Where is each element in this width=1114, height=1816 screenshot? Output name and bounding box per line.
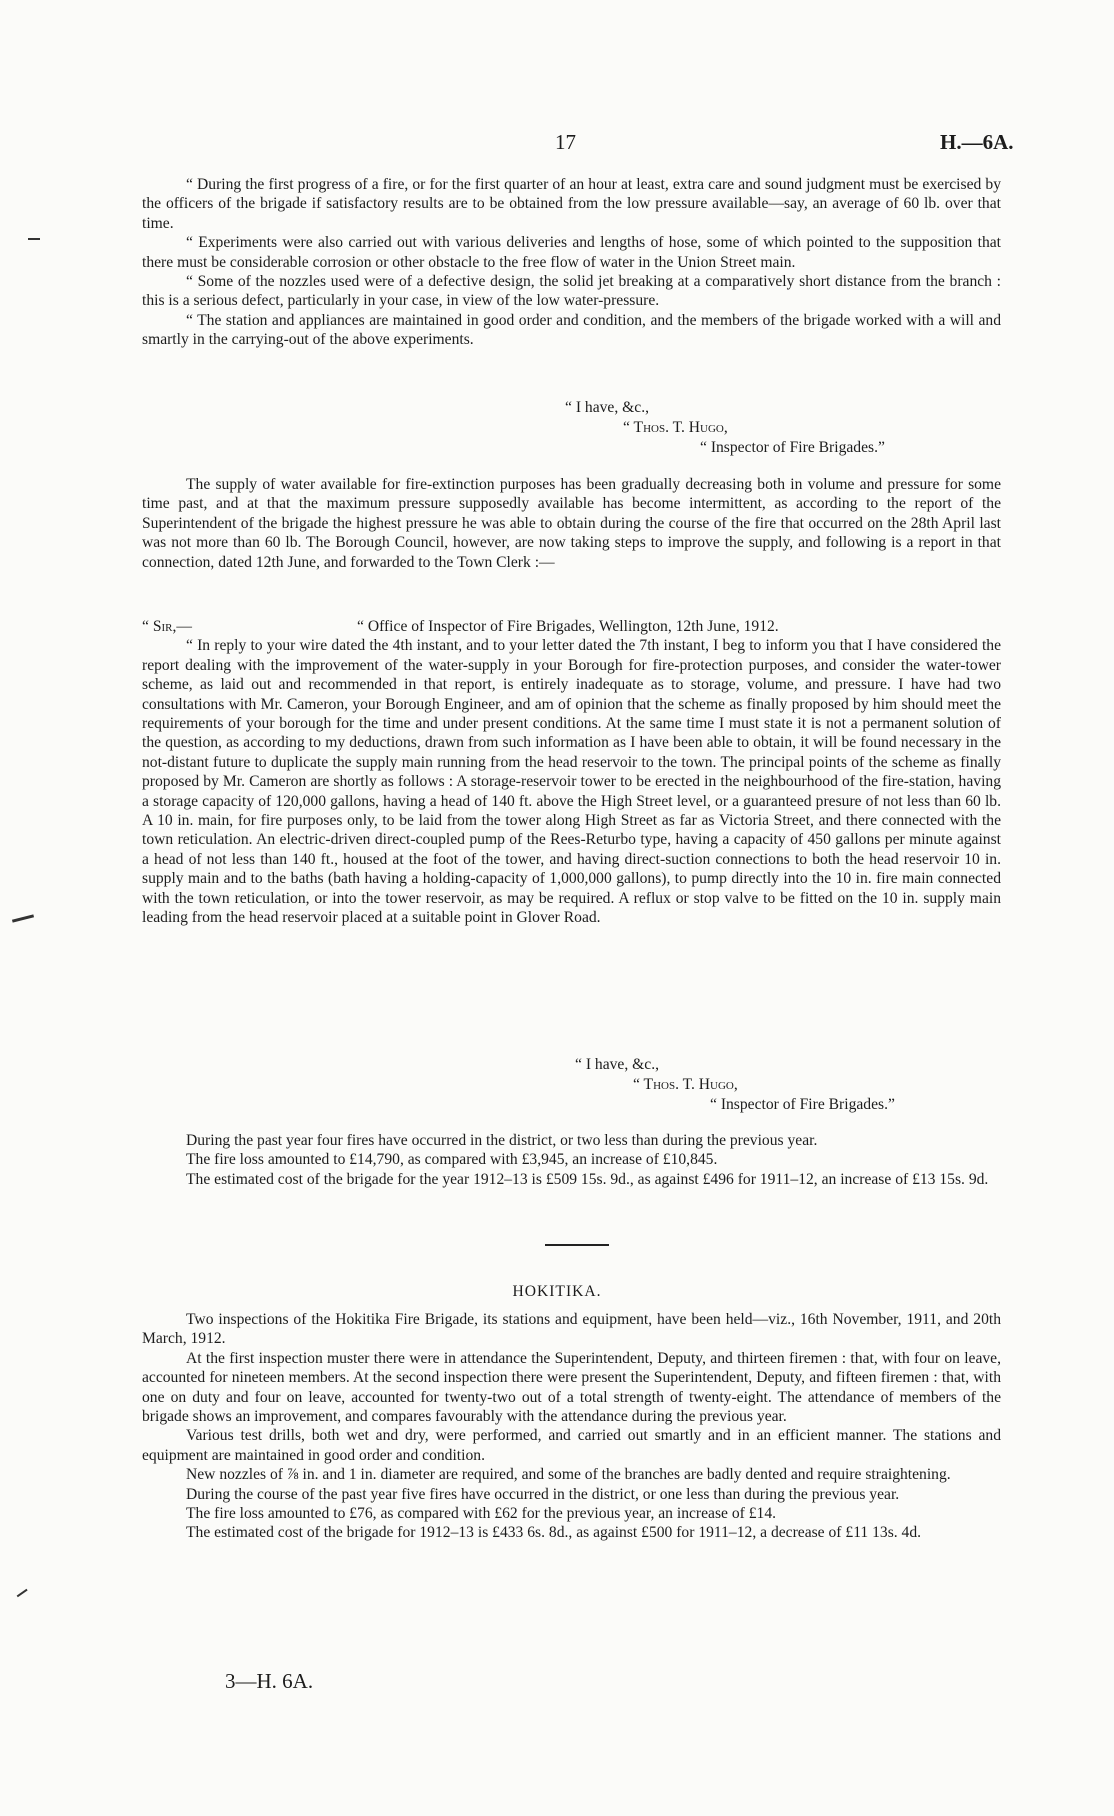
report-signatory-title: “ Inspector of Fire Brigades.”: [700, 439, 885, 456]
letter-heading-line: [142, 617, 1001, 636]
section-divider: [545, 1244, 609, 1246]
summary-paragraph: The fire loss amounted to £14,790, as compared with £3,945, an increase of £10,845.: [186, 1151, 718, 1169]
hokitika-paragraph: The estimated cost of the brigade for 1912–13 is £433 6s. 8d., as against £500 for 1911–12, a decrease of £11 13s. 4d.: [186, 1524, 922, 1542]
summary-block: [142, 1131, 1001, 1189]
hokitika-paragraph: The fire loss amounted to £76, as compared with £62 for the previous year, an increase of £14.: [186, 1505, 777, 1523]
intro-paragraph: The supply of water available for fire-extinction purposes has been gradually decreasing both in volume and pressure for some time past, and at that the maximum pressure supposedly available has become intermittent, as according to the report of the Superintendent of the brigade the highest pressure he was able to obtain during the course of the fire that occurred on the 28th April last was not more than 60 lb. The Borough Council, however, are now taking steps to improve the supply, and following is a report in that connection, dated 12th June, and forwarded to the Town Clerk :—: [142, 476, 1001, 571]
report-paragraph: “ Some of the nozzles used were of a defective design, the solid jet breaking at a comparatively short distance from the branch : this is a serious defect, particularly in your case, in view of the low water-pressure.: [142, 273, 1001, 310]
report-closing: “ I have, &c.,: [565, 399, 649, 416]
signature-mark: 3—H. 6A.: [225, 1669, 314, 1693]
summary-paragraph: The estimated cost of the brigade for the year 1912–13 is £509 15s. 9d., as against £496 for 1911–12, an increase of £13 15s. 9d.: [186, 1170, 989, 1188]
report-paragraph: “ The station and appliances are maintained in good order and condition, and the members of the brigade worked with a will and smartly in the carrying-out of the above experiments.: [142, 311, 1001, 349]
margin-dash-mark: [28, 238, 40, 240]
page-number: 17: [555, 130, 576, 154]
hokitika-paragraph: New nozzles of ⅞ in. and 1 in. diameter are required, and some of the branches are badly dented and require straightening.: [186, 1466, 951, 1484]
margin-tick-mark: [17, 1589, 28, 1597]
report-quote-block: [142, 175, 1001, 350]
letter-signature: “ Thos. T. Hugo,: [633, 1076, 738, 1093]
hokitika-paragraph: Various test drills, both wet and dry, were performed, and carried out smartly and in an efficient manner. The stations and equipment are maintained in good order and condition.: [142, 1427, 1001, 1464]
page-header: [0, 130, 1114, 160]
report-paragraph: “ Experiments were also carried out with various deliveries and lengths of hose, some of which pointed to the supposition that there must be considerable corrosion or other obstacle to the free flow of water in the Union Street main.: [142, 234, 1001, 271]
letter-body: “ In reply to your wire dated the 4th instant, and to your letter dated the 7th instant, I beg to inform you that I have considered the report dealing with the improvement of the water-supply in your Borough for fire-protection purposes, and consider the water-tower scheme, as laid out and recommended in that report, is entirely inadequate as to storage, volume, and pressure. I have had two consultations with Mr. Cameron, your Borough Engineer, and am of opinion that the scheme as finally proposed by him should meet the requirements of your borough for the time and under present conditions. At the same time I must state it is not a permanent solution of the question, as according to my deductions, drawn from such information as I have been able to obtain, it will be found necessary in the not-distant future to duplicate the supply main running from the head reservoir to the town. The principal points of the scheme as finally proposed by Mr. Cameron are shortly as follows : A storage-reservoir tower to be erected in the neighbourhood of the fire-station, having a storage capacity of 120,000 gallons, having a head of 140 ft. above the High Street level, or a guaranteed presure of not less than 60 lb. A 10 in. main, for fire purposes only, to be laid from the tower along High Street as far as Victoria Street, and there connected with the town reticulation. An electric-driven direct-coupled pump of the Rees-Returbo type, having a capacity of 450 gallons per minute against a head of not less than 140 ft., housed at the foot of the tower, and having direct-suction connections to both the head reservoir 10 in. supply main and to the baths (bath having a holding-capacity of 1,000,000 gallons), to pump directly into the 10 in. fire main connected with the town reticulation, or into the tower reservoir, as may be required. A reflux or stop valve to be fitted on the 10 in. supply main leading from the head reservoir placed at a suitable point in Glover Road.: [142, 637, 1001, 927]
section-heading: HOKITIKA.: [512, 1283, 602, 1300]
intro-block: [142, 475, 1001, 572]
letter-block: [142, 617, 1001, 927]
letter-closing: “ I have, &c.,: [575, 1056, 659, 1073]
margin-scratch-mark: [12, 914, 34, 922]
hokitika-block: [142, 1310, 1001, 1543]
letter-salutation: “ Sir,—: [142, 618, 192, 635]
report-signature: “ Thos. T. Hugo,: [623, 419, 728, 436]
hokitika-paragraph: At the first inspection muster there were in attendance the Superintendent, Deputy, and thirteen firemen : that, with four on leave, accounted for nineteen members. At the second inspection there were present the Superintendent, Deputy, and fifteen firemen : that, with one on duty and four on leave, accounted for twenty-two out of a total strength of twenty-eight. The attendance of members of the brigade shows an improvement, and compares favourably with the attendance during the previous year.: [142, 1349, 1001, 1426]
document-reference: H.—6A.: [940, 130, 1014, 154]
hokitika-paragraph: Two inspections of the Hokitika Fire Brigade, its stations and equipment, have been held—viz., 16th November, 1911, and 20th March, 1912.: [142, 1311, 1001, 1348]
hokitika-paragraph: During the course of the past year five fires have occurred in the district, or one less than during the previous year.: [186, 1485, 900, 1503]
letter-signatory-title: “ Inspector of Fire Brigades.”: [710, 1096, 895, 1113]
summary-paragraph: During the past year four fires have occurred in the district, or two less than during the previous year.: [186, 1132, 818, 1149]
letter-office-line: “ Office of Inspector of Fire Brigades, Wellington, 12th June, 1912.: [357, 618, 779, 635]
report-paragraph: “ During the first progress of a fire, or for the first quarter of an hour at least, extra care and sound judgment must be exercised by the officers of the brigade if satisfactory results are to be obtained from the low pressure available—say, an average of 60 lb. over that time.: [142, 176, 1001, 232]
